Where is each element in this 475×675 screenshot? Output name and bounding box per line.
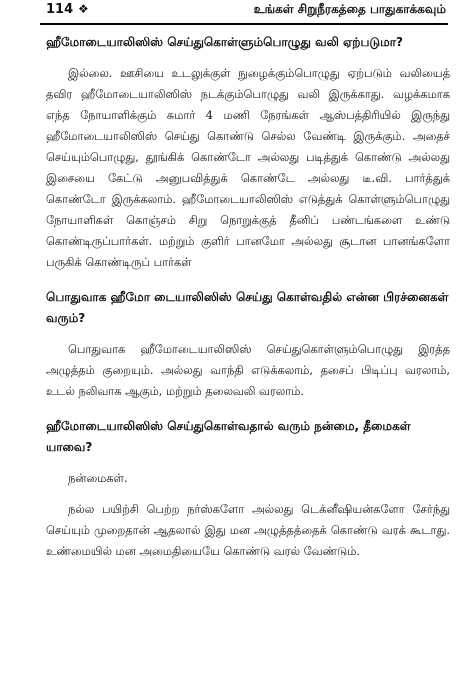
header-rule — [40, 23, 448, 25]
answer-paragraph: இல்லை. ஊசியை உடலுக்குள் நுழைக்கும்பொழுது ஏற்படும் வலியைத் தவிர ஹீமோடையாலிஸிஸ் நடக்கும்பொழுது வலி இருக்காது. வழக்கமாக எந்த நோயாளிக்கும் சுமார் 4 மணி நேரங்கள் ஆஸ்பத்திரியில் இருந்து ஹீமோடையாலிஸிஸ் செய்து கொண்டு செல்ல வேண்டி இருக்கும். அதைச் செய்யும்பொழுது, தூங்கிக் கொண்டோ அல்லது படித்துக் கொண்டு அல்லது இசையை கேட்டு அனுபவித்துக் கொண்டே அல்லது டீ.வி. பார்த்துக் கொண்டோ இருக்கலாம். ஹீமோடையாலிஸிஸ் எடுத்துக் கொள்ளும்பொழுது நோயாளிகள் கொஞ்சம் சிறு நொறுக்குத் தீனிப் பண்டங்களை உண்டு கொண்டிருப்பார்கள். மற்றும் குளிர் பானமோ அல்லது சூடான பானங்களோ பருகிக் கொண்டிருப் பார்கள் — [46, 66, 450, 269]
question-heading: ஹீமோடையாலிஸிஸ் செய்துகொள்வதால் வரும் நன்மை, தீமைகள் யாவை? — [46, 419, 411, 454]
running-title: உங்கள் சிறுநீரகத்தை பாதுகாக்கவும் — [253, 2, 446, 16]
section-pros-cons — [46, 416, 450, 562]
question-heading: ஹீமோடையாலிஸிஸ் செய்துகொள்ளும்பொழுது வலி ஏற்படுமா? — [46, 35, 404, 49]
ornament-icon: ❖ — [78, 2, 89, 16]
answer-paragraph: நல்ல பயிற்சி பெற்ற நர்ஸ்களோ அல்லது டெக்னீஷியன்களோ சேர்ந்து செய்யும் முறைதான் ஆதலால் இது மன அழுத்தத்தைக் கொண்டு வரக் கூடாது. உண்மையில் மன அமைதியையே கொண்டு வரல் வேண்டும். — [46, 502, 450, 558]
page-number: 114 — [46, 2, 74, 17]
subheading-benefits: நன்மைகள். — [68, 471, 128, 485]
question-heading: பொதுவாக ஹீமோ டையாலிஸிஸ் செய்து கொள்வதில் என்ன பிரச்னைகள் வரும்? — [46, 290, 449, 325]
running-header — [46, 2, 446, 20]
answer-paragraph: பொதுவாக ஹீமோடையாலிஸிஸ் செய்துகொள்ளும்பொழுது இரத்த அழுத்தம் குறையும். அல்லது வாந்தி எடுக்கலாம், தசைப் பிடிப்பு வரலாம், உடல் நலிவாக ஆகும், மற்றும் தலைவலி வரலாம். — [46, 342, 450, 398]
page-body — [46, 32, 450, 576]
section-problems — [46, 287, 450, 402]
section-pain — [46, 32, 450, 273]
